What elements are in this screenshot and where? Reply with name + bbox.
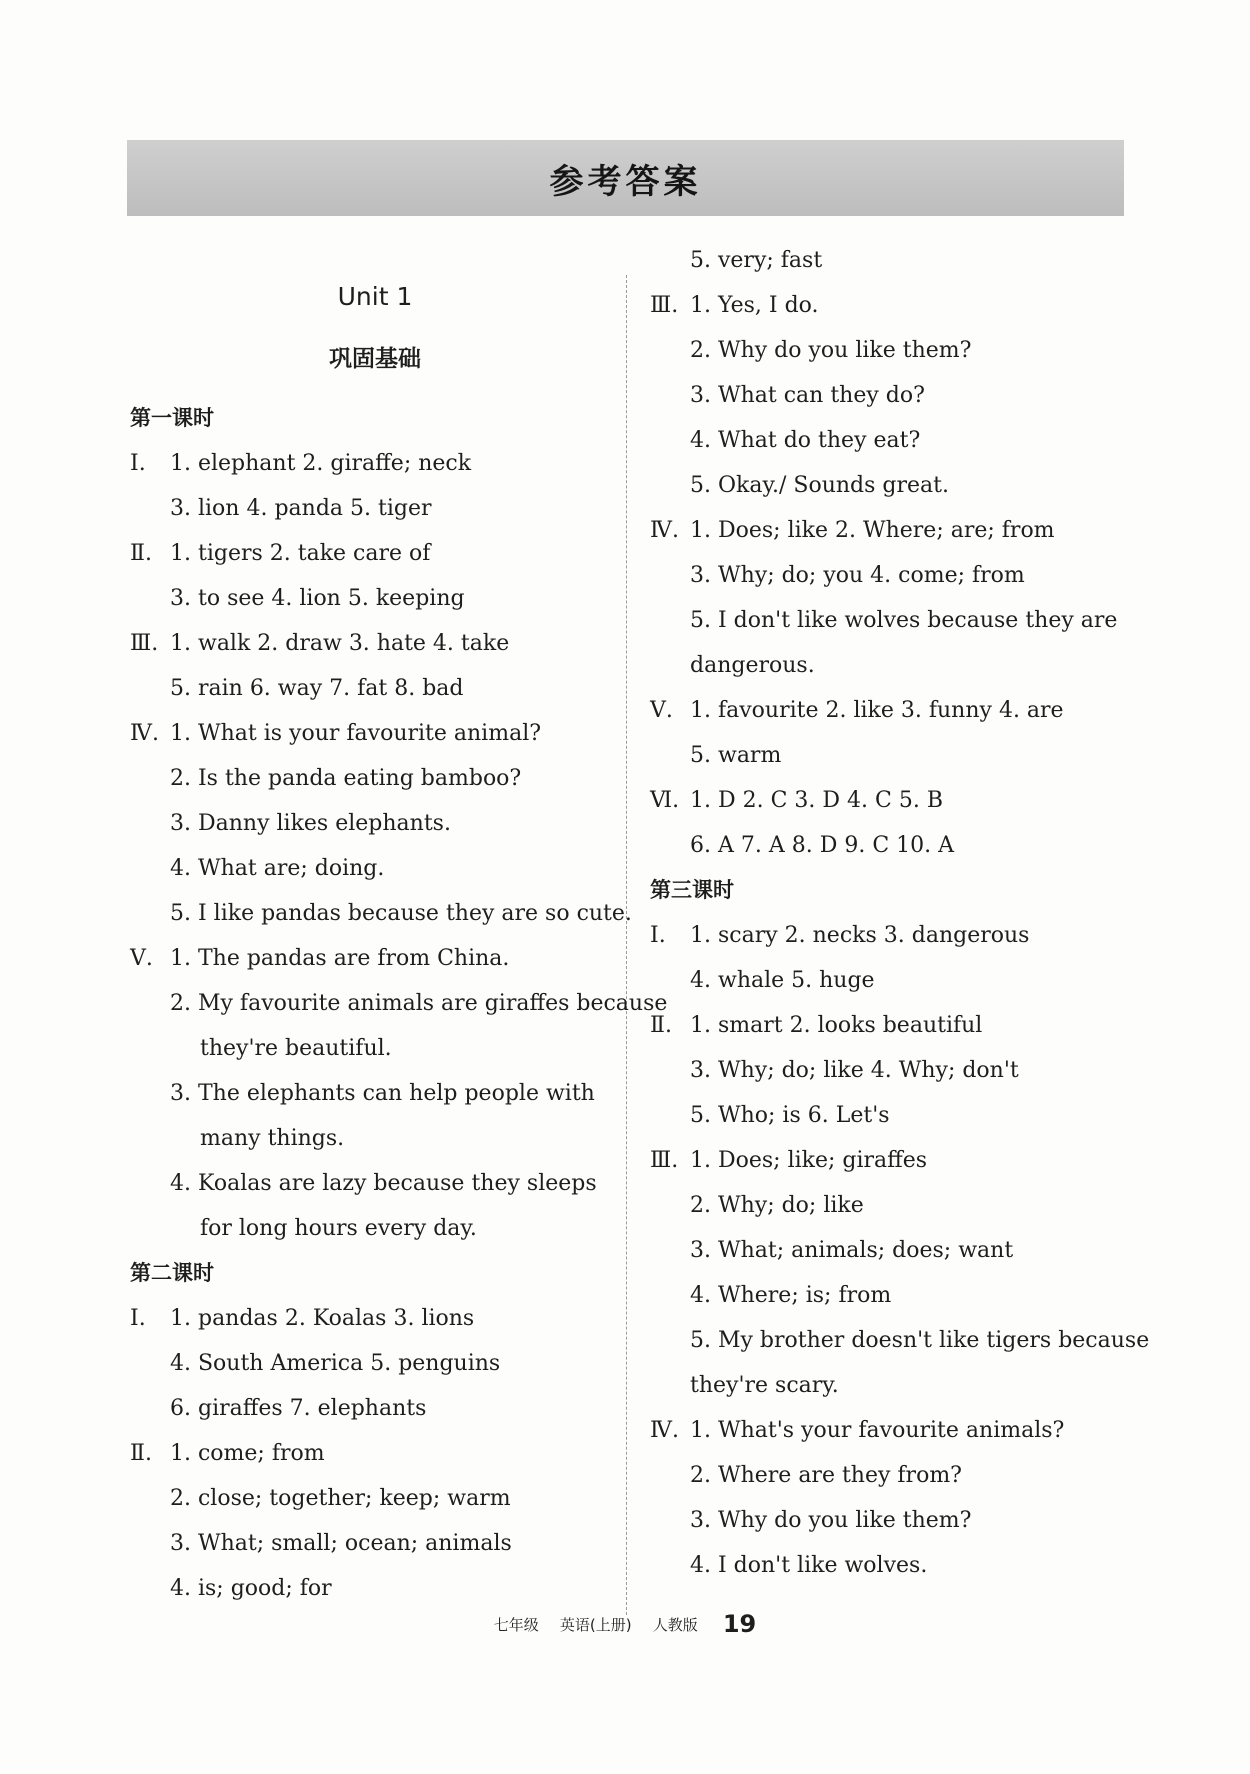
answer-row <box>650 778 1140 823</box>
answer-text: 4. What are; doing. <box>170 856 385 881</box>
answer-text: 4. Koalas are lazy because they sleeps <box>170 1171 597 1196</box>
answer-row <box>650 1273 1140 1318</box>
answer-text: 1. tigers 2. take care of <box>170 541 431 566</box>
answer-row <box>650 1138 1140 1183</box>
answer-row <box>130 711 620 756</box>
banner-title: 参考答案 <box>549 161 702 202</box>
unit-title: Unit 1 <box>337 282 413 311</box>
answer-row <box>650 1453 1140 1498</box>
answer-row <box>650 733 1140 778</box>
lesson-heading-2: 第二课时 <box>130 1261 214 1285</box>
footer-subject: 英语(上册) <box>559 1616 632 1634</box>
answer-row <box>130 1161 620 1206</box>
answer-text: 4. is; good; for <box>170 1576 332 1601</box>
answer-text: 1. D 2. C 3. D 4. C 5. B <box>690 788 943 813</box>
roman-numeral: Ⅳ. <box>650 518 679 543</box>
section-title: 巩固基础 <box>329 346 421 372</box>
roman-numeral: Ⅴ. <box>650 698 673 723</box>
answer-row <box>130 801 620 846</box>
answer-row <box>650 1408 1140 1453</box>
answer-row <box>650 643 1140 688</box>
answer-row <box>650 958 1140 1003</box>
roman-numeral: Ⅰ. <box>130 451 146 476</box>
column-divider <box>626 275 627 1615</box>
answer-row <box>130 1116 620 1161</box>
roman-numeral: Ⅰ. <box>650 923 666 948</box>
answer-text: 3. Danny likes elephants. <box>170 811 451 836</box>
answer-text: 2. Where are they from? <box>690 1463 962 1488</box>
answer-row <box>650 598 1140 643</box>
answer-text: 1. Yes, I do. <box>690 293 819 318</box>
answer-row <box>650 283 1140 328</box>
answer-text: 1. come; from <box>170 1441 325 1466</box>
answer-text: 6. A 7. A 8. D 9. C 10. A <box>690 833 955 858</box>
answer-row <box>650 1318 1150 1363</box>
answer-text: 2. Is the panda eating bamboo? <box>170 766 522 791</box>
answer-row <box>130 621 620 666</box>
lesson-heading-1: 第一课时 <box>130 406 214 430</box>
answer-text: dangerous. <box>690 653 815 678</box>
answer-row <box>650 238 1140 283</box>
answer-row <box>130 1296 620 1341</box>
answer-text: 3. to see 4. lion 5. keeping <box>170 586 465 611</box>
answer-text: 3. Why do you like them? <box>690 1508 972 1533</box>
answer-row <box>650 373 1140 418</box>
answer-text: 1. walk 2. draw 3. hate 4. take <box>170 631 510 656</box>
answer-row <box>650 1543 1140 1588</box>
answer-row <box>130 1566 620 1611</box>
lesson2-answers-continued <box>650 238 1140 868</box>
answer-text: 1. smart 2. looks beautiful <box>690 1013 983 1038</box>
answer-row <box>130 1386 620 1431</box>
roman-numeral: Ⅲ. <box>130 631 159 656</box>
answer-row <box>130 666 620 711</box>
answer-row <box>130 756 620 801</box>
answer-text: 4. whale 5. huge <box>690 968 875 993</box>
answer-text: 5. very; fast <box>690 248 823 273</box>
roman-numeral: Ⅱ. <box>650 1013 672 1038</box>
lesson-heading-3: 第三课时 <box>650 878 734 902</box>
answer-text: 5. My brother doesn't like tigers because <box>690 1328 1150 1353</box>
answer-row <box>650 823 1140 868</box>
answer-text: 2. close; together; keep; warm <box>170 1486 511 1511</box>
answer-row <box>650 913 1140 958</box>
roman-numeral: Ⅲ. <box>650 1148 679 1173</box>
page-number: 19 <box>722 1610 757 1638</box>
answer-row <box>650 688 1140 733</box>
answer-row <box>130 486 620 531</box>
answer-key-banner <box>127 140 1124 216</box>
answer-row <box>130 531 620 576</box>
answer-text: 3. Why; do; like 4. Why; don't <box>690 1058 1019 1083</box>
answer-text: 3. What; animals; does; want <box>690 1238 1014 1263</box>
answer-row <box>130 1206 620 1251</box>
answer-text: 4. South America 5. penguins <box>170 1351 501 1376</box>
answer-row <box>650 1183 1140 1228</box>
roman-numeral: Ⅱ. <box>130 1441 152 1466</box>
answer-row <box>130 891 632 936</box>
lesson3-answers <box>650 913 1150 1588</box>
answer-row <box>130 441 620 486</box>
answer-row <box>130 1341 620 1386</box>
answer-row <box>130 1026 620 1071</box>
roman-numeral: Ⅲ. <box>650 293 679 318</box>
answer-row <box>650 418 1140 463</box>
answer-text: 5. rain 6. way 7. fat 8. bad <box>170 676 464 701</box>
answer-row <box>130 1521 620 1566</box>
answer-text: 1. The pandas are from China. <box>170 946 510 971</box>
roman-numeral: Ⅳ. <box>130 721 159 746</box>
answer-text: 5. I don't like wolves because they are <box>690 608 1118 633</box>
answer-text: 3. The elephants can help people with <box>170 1081 595 1106</box>
answer-text: they're beautiful. <box>200 1036 392 1061</box>
page-footer <box>0 1610 1250 1638</box>
answer-row <box>650 1228 1140 1273</box>
answer-text: 1. elephant 2. giraffe; neck <box>170 451 472 476</box>
answer-text: 1. favourite 2. like 3. funny 4. are <box>690 698 1064 723</box>
answer-row <box>650 1363 1140 1408</box>
answer-row <box>650 463 1140 508</box>
answer-text: 5. warm <box>690 743 782 768</box>
answer-text: 1. What is your favourite animal? <box>170 721 542 746</box>
answer-text: 4. What do they eat? <box>690 428 921 453</box>
answer-row <box>130 846 620 891</box>
lesson2-answers <box>130 1296 620 1611</box>
answer-row <box>130 576 620 621</box>
roman-numeral: Ⅱ. <box>130 541 152 566</box>
answer-text: 3. What; small; ocean; animals <box>170 1531 512 1556</box>
answer-text: for long hours every day. <box>200 1216 477 1241</box>
answer-text: 4. I don't like wolves. <box>690 1553 928 1578</box>
answer-text: 3. lion 4. panda 5. tiger <box>170 496 432 521</box>
roman-numeral: Ⅴ. <box>130 946 153 971</box>
answer-row <box>130 1476 620 1521</box>
roman-numeral: Ⅵ. <box>650 788 680 813</box>
answer-text: 5. Okay./ Sounds great. <box>690 473 949 498</box>
answer-text: 1. pandas 2. Koalas 3. lions <box>170 1306 475 1331</box>
answer-text: 1. Does; like; giraffes <box>690 1148 928 1173</box>
answer-text: 2. My favourite animals are giraffes because <box>170 991 668 1016</box>
answer-row <box>130 936 620 981</box>
answer-text: 4. Where; is; from <box>690 1283 892 1308</box>
answer-text: 3. What can they do? <box>690 383 925 408</box>
answer-text: 3. Why; do; you 4. come; from <box>690 563 1025 588</box>
footer-grade: 七年级 <box>493 1616 539 1634</box>
answer-row <box>650 1093 1140 1138</box>
answer-text: 6. giraffes 7. elephants <box>170 1396 427 1421</box>
footer-edition: 人教版 <box>652 1616 698 1634</box>
answer-row <box>650 1498 1140 1543</box>
answer-row <box>650 1048 1140 1093</box>
answer-row <box>650 328 1140 373</box>
answer-row <box>650 508 1140 553</box>
answer-text: they're scary. <box>690 1373 839 1398</box>
answer-text: 5. Who; is 6. Let's <box>690 1103 890 1128</box>
answer-row <box>130 981 668 1026</box>
right-column <box>650 238 1150 1588</box>
answer-row <box>130 1071 620 1116</box>
roman-numeral: Ⅳ. <box>650 1418 679 1443</box>
answer-row <box>650 1003 1140 1048</box>
answer-text: 1. Does; like 2. Where; are; from <box>690 518 1055 543</box>
answer-row <box>650 553 1140 598</box>
answer-text: many things. <box>200 1126 345 1151</box>
answer-row <box>130 1431 620 1476</box>
answer-text: 1. scary 2. necks 3. dangerous <box>690 923 1030 948</box>
answer-text: 2. Why do you like them? <box>690 338 972 363</box>
answer-text: 5. I like pandas because they are so cute. <box>170 901 632 926</box>
answer-text: 2. Why; do; like <box>690 1193 864 1218</box>
roman-numeral: Ⅰ. <box>130 1306 146 1331</box>
answer-text: 1. What's your favourite animals? <box>690 1418 1065 1443</box>
